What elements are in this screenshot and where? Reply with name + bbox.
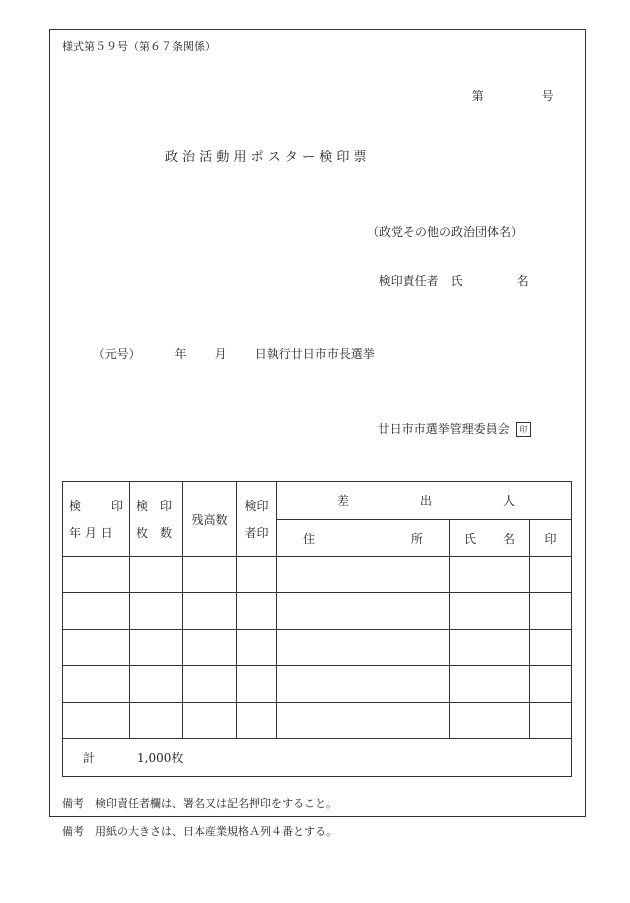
election-text: 日執行廿日市市長選挙 — [254, 347, 375, 361]
rep-name-label-2: 名 — [516, 274, 529, 288]
table-row — [63, 702, 572, 738]
table-row — [63, 593, 572, 629]
election-year: 年 — [174, 347, 187, 361]
committee-line — [370, 410, 531, 437]
header-inspection-count: 検 印 枚 数 — [130, 482, 183, 557]
header-balance: 残高数 — [183, 482, 237, 557]
form-id: 様式第５９号（第６７条関係） — [62, 40, 216, 53]
total-cell — [63, 738, 572, 776]
total-value: 1,000枚 — [137, 750, 184, 765]
record-table — [62, 481, 572, 777]
seal-icon: 印 — [516, 422, 531, 437]
header-address: 住 所 — [277, 520, 450, 557]
rep-name-label-1: 氏 — [450, 274, 463, 288]
header-inspection-date: 検 印 年 月 日 — [63, 482, 130, 557]
election-line — [85, 336, 375, 360]
header-inspector-seal: 検印 者印 — [237, 482, 277, 557]
total-row — [63, 738, 572, 776]
note-signature: 備考 検印責任者欄は、署名又は記名押印をすること。 — [62, 797, 337, 810]
committee-name: 廿日市市選挙管理委員会 — [377, 422, 510, 436]
number-label-dai: 第 — [471, 89, 484, 103]
table-row — [63, 629, 572, 665]
total-label: 計 — [83, 750, 96, 765]
header-name: 氏 名 — [450, 520, 530, 557]
header-submitter: 差 出 人 — [277, 482, 572, 520]
note-paper-size: 備考 用紙の大きさは、日本産業規格Ａ列４番とする。 — [62, 825, 337, 838]
table-row — [63, 557, 572, 593]
election-era: （元号） — [92, 347, 141, 361]
page-title: 政 治 活 動 用 ポ ス タ ー 検 印 票 — [165, 150, 367, 165]
header-stamp: 印 — [530, 520, 572, 557]
number-label-go: 号 — [541, 89, 554, 103]
table-row — [63, 666, 572, 702]
form-number-line — [464, 78, 554, 102]
election-month: 月 — [214, 347, 227, 361]
rep-label: 検印責任者 — [378, 274, 439, 288]
representative-line — [371, 263, 529, 287]
org-name-label: （政党その他の政治団体名） — [367, 225, 524, 239]
